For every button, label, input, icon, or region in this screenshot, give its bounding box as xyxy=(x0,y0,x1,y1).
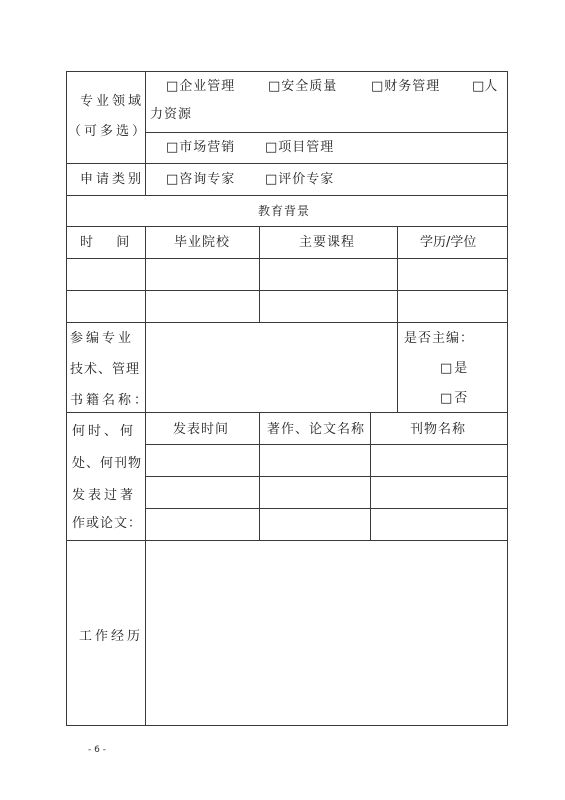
field-option-hr[interactable]: □人 xyxy=(472,79,498,94)
rule-edu-title-top xyxy=(66,195,508,196)
rule-left xyxy=(66,71,67,726)
field-option-enterprise-mgmt[interactable]: □企业管理 xyxy=(166,79,236,94)
field-option-finance-mgmt[interactable]: □财务管理 xyxy=(371,79,441,94)
rule-papers-top xyxy=(66,412,508,413)
papers-header-date: 发表时间 xyxy=(173,422,230,437)
papers-label-line3: 发表过著 xyxy=(72,488,137,503)
education-header-time: 时 间 xyxy=(80,235,135,250)
rule-top xyxy=(66,71,508,72)
apply-option-evaluate[interactable]: □评价专家 xyxy=(265,172,335,187)
books-label-line3: 书籍名称： xyxy=(70,393,151,408)
books-label-line2: 技术、管理 xyxy=(70,362,141,377)
rule-field-mid xyxy=(145,132,508,133)
rule-papers-col3 xyxy=(370,412,371,540)
rule-edu-row2-top xyxy=(66,290,508,291)
rule-apply-top xyxy=(66,163,508,164)
rule-edu-col2 xyxy=(259,226,260,322)
rule-papers-row3 xyxy=(145,508,508,509)
apply-option-consult[interactable]: □咨询专家 xyxy=(166,172,236,187)
rule-papers-row2 xyxy=(145,476,508,477)
rule-edu-head-top xyxy=(66,226,508,227)
page-number: - 6 - xyxy=(88,745,106,755)
field-option-marketing[interactable]: □市场营销 xyxy=(166,140,236,155)
field-label-line2: （可多选） xyxy=(68,124,149,139)
field-label-line1: 专业领域 xyxy=(80,94,145,109)
papers-label-line4: 作或论文： xyxy=(72,516,143,531)
papers-label-line1: 何时、何 xyxy=(72,424,137,439)
field-option-hr-wrap: 力资源 xyxy=(150,107,193,122)
books-chief-no[interactable]: □否 xyxy=(440,391,470,406)
field-option-project-mgmt[interactable]: □项目管理 xyxy=(265,140,335,155)
rule-right xyxy=(507,71,508,726)
papers-header-title: 著作、论文名称 xyxy=(267,422,366,437)
rule-label-col-b xyxy=(145,226,146,726)
work-label: 工作经历 xyxy=(79,629,144,644)
rule-work-top xyxy=(66,540,508,541)
papers-label-line2: 处、何刊物 xyxy=(72,456,143,471)
field-option-safety-quality[interactable]: □安全质量 xyxy=(268,79,338,94)
apply-label: 申请类别 xyxy=(80,172,145,187)
education-header-courses: 主要课程 xyxy=(299,235,356,250)
education-title: 教育背景 xyxy=(258,204,311,218)
rule-papers-row1 xyxy=(145,444,508,445)
books-chief-question: 是否主编： xyxy=(404,331,475,346)
rule-books-col xyxy=(397,322,398,412)
education-header-degree: 学历/学位 xyxy=(420,235,477,250)
rule-books-top xyxy=(66,322,508,323)
books-label-line1: 参编专业 xyxy=(70,331,135,346)
rule-bottom xyxy=(66,725,508,726)
papers-header-journal: 刊物名称 xyxy=(410,422,467,437)
rule-papers-col2 xyxy=(259,412,260,540)
education-header-school: 毕业院校 xyxy=(174,235,231,250)
rule-edu-row1-top xyxy=(66,258,508,259)
rule-edu-col3 xyxy=(397,226,398,322)
books-chief-yes[interactable]: □是 xyxy=(440,361,470,376)
